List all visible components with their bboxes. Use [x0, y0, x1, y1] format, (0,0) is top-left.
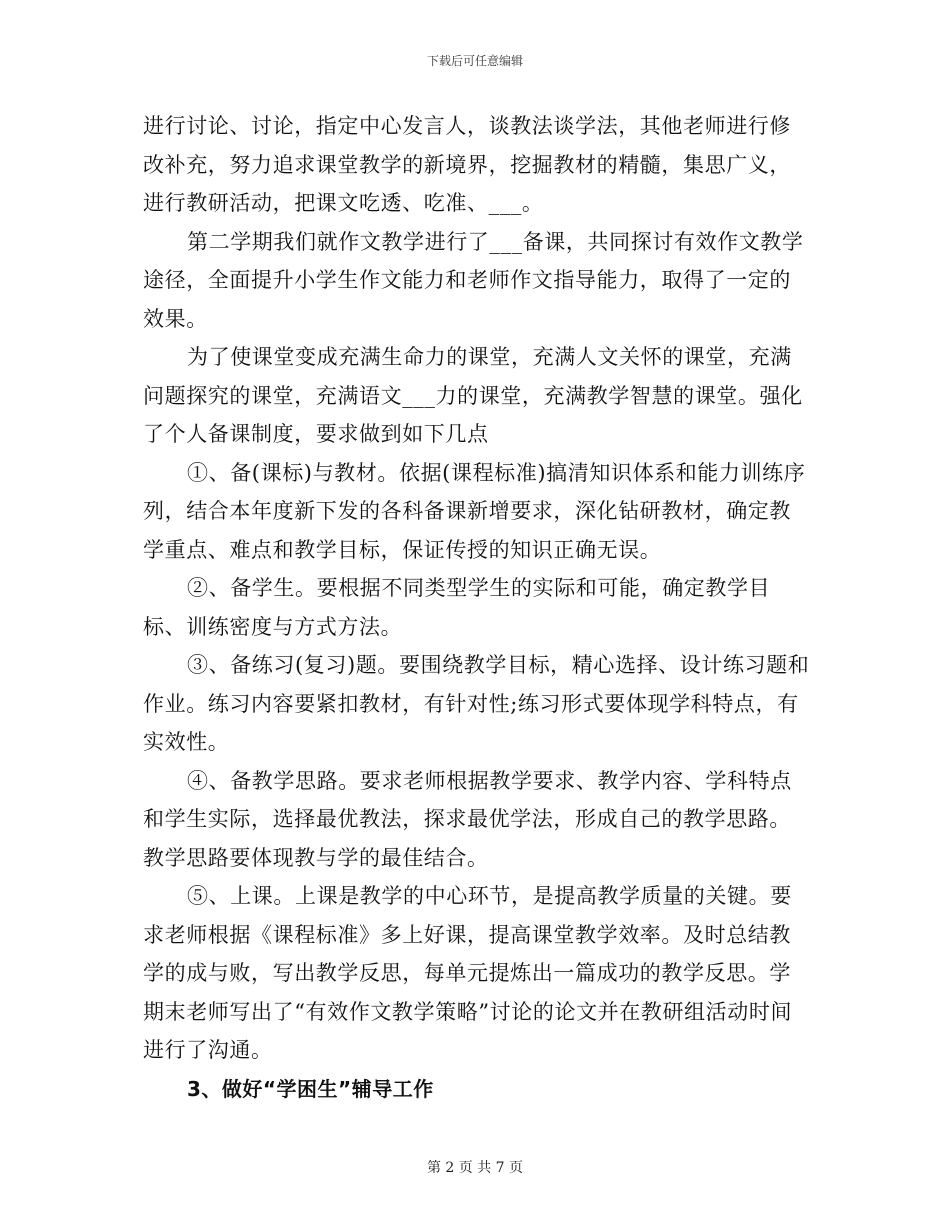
list-item-students: ②、备学生。要根据不同类型学生的实际和可能，确定教学目标、训练密度与方式方法。 — [143, 576, 771, 639]
paragraph-classroom-goals: 为了使课堂变成充满生命力的课堂，充满人文关怀的课堂，充满问题探究的课堂，充满语文___力的课堂，充满教学智慧的课堂。强化了个人备课制度，要求做到如下几点 — [143, 345, 803, 446]
page-header: 下载后可任意编辑 — [426, 54, 523, 68]
list-item-lessons: ⑤、上课。上课是教学的中心环节，是提高教学质量的关键。要求老师根据《课程标准》多上好课，提高课堂教学效率。及时总结教学的成与败，写出教学反思，每单元提炼出一篇成功的教学反思。学期末老师写出了“有效作文教学策略”讨论的论文并在教研组活动时间进行了沟通。 — [143, 884, 793, 1062]
paragraph-continuation: 进行讨论、讨论，指定中心发言人，谈教法谈学法，其他老师进行修改补充，努力追求课堂教学的新境界，挖掘教材的精髓，集思广义，进行教研活动，把课文吃透、吃准、___。 — [143, 114, 791, 215]
paragraph-composition-prep: 第二学期我们就作文教学进行了___备课，共同探讨有效作文教学途径，全面提升小学生作文能力和老师作文指导能力，取得了一定的效果。 — [143, 229, 804, 331]
document-body — [143, 107, 811, 1108]
page-footer: 第 2 页 共 7 页 — [426, 1160, 524, 1176]
list-item-exercises: ③、备练习(复习)题。要围绕教学目标，精心选择、设计练习题和作业。练习内容要紧扣教材，有针对性;练习形式要体现学科特点，有实效性。 — [143, 653, 810, 754]
section-heading: 3、做好“学困生”辅导工作 — [187, 1076, 434, 1101]
list-item-curriculum: ①、备(课标)与教材。依据(课程标准)搞清知识体系和能力训练序列，结合本年度新下发的各科备课新增要求，深化钻研教材，确定教学重点、难点和教学目标，保证传授的知识正确无误。 — [143, 460, 806, 562]
list-item-teaching-approach: ④、备教学思路。要求老师根据教学要求、教学内容、学科特点和学生实际，选择最优教法，探求最优学法，形成自己的教学思路。教学思路要体现教与学的最佳结合。 — [143, 768, 792, 870]
